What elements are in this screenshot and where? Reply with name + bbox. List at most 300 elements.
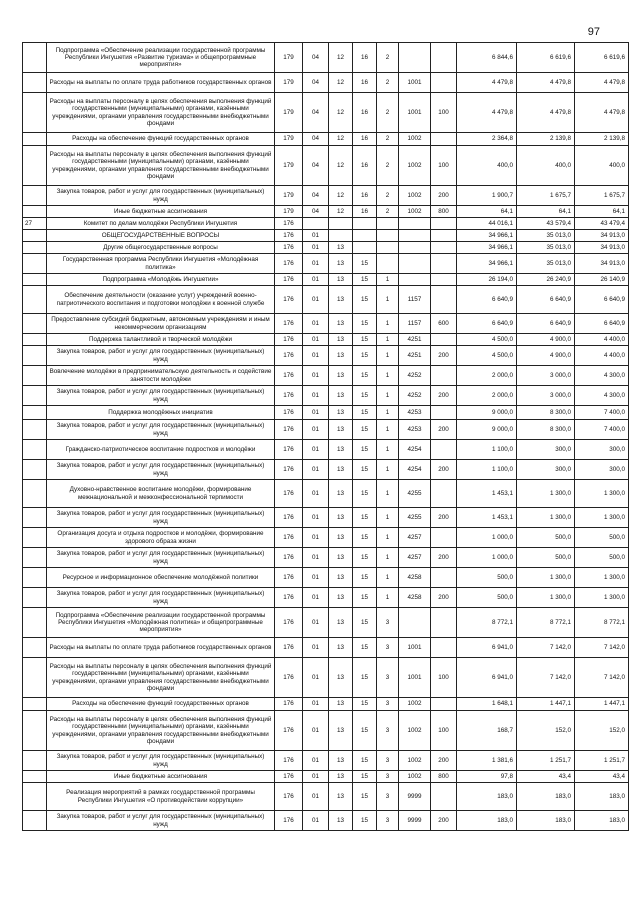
cell-cs2: 3: [377, 608, 399, 638]
cell-ved: 176: [275, 420, 303, 440]
cell-cs2: 1: [377, 286, 399, 314]
cell-name: Закупка товаров, работ и услуг для государственных (муниципальных) нужд: [47, 460, 275, 480]
table-row: [23, 386, 629, 406]
cell-vr: 200: [431, 386, 457, 406]
table-row: [23, 242, 629, 254]
table-row: [23, 528, 629, 548]
cell-v2: 2 139,8: [517, 133, 575, 146]
cell-vr: [431, 406, 457, 420]
cell-cs2: 1: [377, 460, 399, 480]
cell-ved: 176: [275, 242, 303, 254]
cell-v3: 4 400,0: [575, 334, 629, 346]
cell-cs3: 4257: [399, 548, 431, 568]
cell-cs3: 1001: [399, 658, 431, 698]
cell-name: Расходы на выплаты по оплате труда работников государственных органов: [47, 638, 275, 658]
table-row: [23, 286, 629, 314]
cell-v1: 2 364,8: [457, 133, 517, 146]
table-row: [23, 638, 629, 658]
cell-cs1: [353, 242, 377, 254]
cell-n: [23, 286, 47, 314]
cell-v1: 1 453,1: [457, 508, 517, 528]
cell-ved: 176: [275, 406, 303, 420]
cell-rz: 01: [303, 314, 329, 334]
cell-rz: 01: [303, 508, 329, 528]
cell-cs3: 4251: [399, 334, 431, 346]
cell-v2: 7 142,0: [517, 638, 575, 658]
cell-v2: 1 675,7: [517, 186, 575, 206]
cell-cs3: 4257: [399, 528, 431, 548]
cell-name: Расходы на выплаты персоналу в целях обеспечения выполнения функций государственными (муниципальными) органами, казёнными учреждениями, органами управления государственными внебюджетными фондами: [47, 711, 275, 751]
cell-cs3: 1002: [399, 698, 431, 711]
cell-pr: 13: [329, 254, 353, 274]
cell-v1: 400,0: [457, 146, 517, 186]
cell-vr: [431, 783, 457, 811]
cell-vr: [431, 608, 457, 638]
cell-ved: 176: [275, 230, 303, 242]
cell-cs3: 4252: [399, 366, 431, 386]
cell-v1: 1 381,6: [457, 751, 517, 771]
table-row: [23, 43, 629, 73]
cell-rz: 01: [303, 608, 329, 638]
table-row: [23, 334, 629, 346]
cell-v1: 1 648,1: [457, 698, 517, 711]
cell-pr: 13: [329, 588, 353, 608]
cell-cs2: 1: [377, 588, 399, 608]
cell-v3: 4 479,8: [575, 93, 629, 133]
cell-ved: 176: [275, 314, 303, 334]
cell-ved: 179: [275, 43, 303, 73]
cell-cs2: 2: [377, 93, 399, 133]
cell-v2: 8 772,1: [517, 608, 575, 638]
cell-cs3: [399, 274, 431, 286]
cell-v2: 183,0: [517, 811, 575, 831]
cell-cs1: 15: [353, 366, 377, 386]
cell-ved: 176: [275, 366, 303, 386]
cell-v3: 1 251,7: [575, 751, 629, 771]
cell-cs1: [353, 218, 377, 230]
cell-v2: 300,0: [517, 440, 575, 460]
cell-v1: 4 479,8: [457, 73, 517, 93]
cell-vr: [431, 254, 457, 274]
cell-pr: 13: [329, 314, 353, 334]
cell-cs1: 15: [353, 440, 377, 460]
cell-rz: 04: [303, 186, 329, 206]
cell-cs1: 15: [353, 386, 377, 406]
table-row: [23, 206, 629, 218]
cell-ved: 176: [275, 386, 303, 406]
cell-cs3: [399, 254, 431, 274]
cell-v1: 500,0: [457, 568, 517, 588]
cell-pr: 12: [329, 146, 353, 186]
cell-v3: 500,0: [575, 528, 629, 548]
cell-pr: 12: [329, 93, 353, 133]
cell-vr: 200: [431, 460, 457, 480]
cell-rz: 01: [303, 711, 329, 751]
cell-n: [23, 73, 47, 93]
cell-v3: 34 913,0: [575, 254, 629, 274]
cell-rz: 01: [303, 771, 329, 783]
table-row: [23, 480, 629, 508]
cell-n: [23, 588, 47, 608]
cell-v3: 7 142,0: [575, 638, 629, 658]
cell-name: Реализация мероприятий в рамках государственной программы Республики Ингушетия «О противодействии коррупции»: [47, 783, 275, 811]
cell-ved: 176: [275, 548, 303, 568]
cell-vr: 200: [431, 811, 457, 831]
table-row: [23, 658, 629, 698]
cell-v2: 4 479,8: [517, 93, 575, 133]
cell-pr: 13: [329, 406, 353, 420]
cell-rz: [303, 218, 329, 230]
cell-cs2: [377, 218, 399, 230]
cell-v3: 64,1: [575, 206, 629, 218]
cell-n: 27: [23, 218, 47, 230]
cell-n: [23, 242, 47, 254]
cell-vr: 600: [431, 314, 457, 334]
cell-v3: 1 300,0: [575, 480, 629, 508]
cell-v1: 8 772,1: [457, 608, 517, 638]
cell-v3: 1 447,1: [575, 698, 629, 711]
cell-n: [23, 711, 47, 751]
cell-ved: 176: [275, 588, 303, 608]
cell-v1: 6 941,0: [457, 658, 517, 698]
cell-cs2: 1: [377, 548, 399, 568]
cell-pr: 13: [329, 698, 353, 711]
cell-pr: 13: [329, 440, 353, 460]
cell-name: Закупка товаров, работ и услуг для государственных (муниципальных) нужд: [47, 508, 275, 528]
cell-v1: 26 194,0: [457, 274, 517, 286]
cell-v2: 1 300,0: [517, 480, 575, 508]
cell-v1: 97,8: [457, 771, 517, 783]
cell-vr: [431, 638, 457, 658]
table-row: [23, 366, 629, 386]
cell-cs3: 1002: [399, 206, 431, 218]
cell-vr: 800: [431, 771, 457, 783]
cell-v2: 500,0: [517, 528, 575, 548]
cell-cs1: 15: [353, 254, 377, 274]
cell-v2: 3 000,0: [517, 386, 575, 406]
cell-ved: 176: [275, 334, 303, 346]
cell-v1: 2 000,0: [457, 386, 517, 406]
cell-n: [23, 254, 47, 274]
cell-cs2: 2: [377, 43, 399, 73]
table-row: [23, 508, 629, 528]
cell-v3: 4 479,8: [575, 73, 629, 93]
cell-v2: 1 447,1: [517, 698, 575, 711]
cell-vr: [431, 218, 457, 230]
cell-vr: [431, 286, 457, 314]
cell-n: [23, 133, 47, 146]
cell-rz: 01: [303, 286, 329, 314]
cell-rz: 01: [303, 783, 329, 811]
cell-pr: 13: [329, 658, 353, 698]
cell-vr: 200: [431, 548, 457, 568]
cell-cs3: 9999: [399, 811, 431, 831]
cell-v1: 34 966,1: [457, 230, 517, 242]
cell-cs1: 15: [353, 460, 377, 480]
cell-name: Гражданско-патриотическое воспитание подростков и молодёжи: [47, 440, 275, 460]
table-row: [23, 133, 629, 146]
cell-rz: 01: [303, 386, 329, 406]
cell-cs3: 1157: [399, 314, 431, 334]
cell-ved: 176: [275, 460, 303, 480]
table-row: [23, 771, 629, 783]
cell-cs1: 15: [353, 346, 377, 366]
cell-vr: [431, 133, 457, 146]
cell-v1: 6 844,6: [457, 43, 517, 73]
cell-cs1: 15: [353, 751, 377, 771]
cell-v1: 1 100,0: [457, 440, 517, 460]
cell-cs2: [377, 242, 399, 254]
cell-v3: 2 139,8: [575, 133, 629, 146]
cell-v2: 6 640,9: [517, 286, 575, 314]
cell-name: Расходы на обеспечение функций государственных органов: [47, 698, 275, 711]
cell-name: Ресурсное и информационное обеспечение молодёжной политики: [47, 568, 275, 588]
cell-v3: 500,0: [575, 548, 629, 568]
cell-vr: 100: [431, 711, 457, 751]
cell-n: [23, 346, 47, 366]
cell-vr: [431, 440, 457, 460]
table-row: [23, 588, 629, 608]
cell-v3: 6 640,9: [575, 286, 629, 314]
cell-pr: 13: [329, 242, 353, 254]
cell-cs1: 15: [353, 528, 377, 548]
cell-cs2: 1: [377, 528, 399, 548]
budget-table: [22, 42, 629, 831]
cell-rz: 04: [303, 43, 329, 73]
cell-v3: 4 300,0: [575, 366, 629, 386]
cell-n: [23, 386, 47, 406]
cell-rz: 01: [303, 568, 329, 588]
cell-v3: 400,0: [575, 146, 629, 186]
cell-ved: 176: [275, 274, 303, 286]
table-row: [23, 568, 629, 588]
cell-n: [23, 568, 47, 588]
cell-n: [23, 548, 47, 568]
cell-cs1: 15: [353, 783, 377, 811]
cell-v3: 300,0: [575, 440, 629, 460]
cell-pr: 13: [329, 638, 353, 658]
cell-ved: 176: [275, 771, 303, 783]
cell-ved: 176: [275, 254, 303, 274]
cell-name: Расходы на выплаты персоналу в целях обеспечения выполнения функций государственными (муниципальными) органами, казёнными учреждениями, органами управления государственными внебюджетными фондами: [47, 146, 275, 186]
table-row: [23, 254, 629, 274]
cell-vr: [431, 274, 457, 286]
cell-name: Расходы на выплаты персоналу в целях обеспечения выполнения функций государственными (муниципальными) органами, казёнными учреждениями, органами управления государственными внебюджетными фондами: [47, 658, 275, 698]
cell-cs3: 4255: [399, 508, 431, 528]
cell-n: [23, 608, 47, 638]
cell-pr: 13: [329, 711, 353, 751]
cell-cs2: 3: [377, 811, 399, 831]
cell-cs2: 3: [377, 751, 399, 771]
cell-v2: 1 300,0: [517, 508, 575, 528]
cell-rz: 01: [303, 254, 329, 274]
cell-n: [23, 480, 47, 508]
cell-cs2: 1: [377, 386, 399, 406]
table-row: [23, 783, 629, 811]
cell-pr: 12: [329, 43, 353, 73]
cell-n: [23, 460, 47, 480]
cell-cs1: 15: [353, 480, 377, 508]
cell-cs1: 15: [353, 406, 377, 420]
cell-v2: 8 300,0: [517, 420, 575, 440]
cell-rz: 01: [303, 751, 329, 771]
cell-vr: 200: [431, 508, 457, 528]
cell-cs1: 15: [353, 811, 377, 831]
cell-rz: 04: [303, 73, 329, 93]
cell-vr: 100: [431, 658, 457, 698]
cell-cs2: 1: [377, 420, 399, 440]
cell-cs1: 15: [353, 608, 377, 638]
cell-v2: 4 900,0: [517, 346, 575, 366]
cell-v1: 6 941,0: [457, 638, 517, 658]
cell-ved: 179: [275, 73, 303, 93]
cell-pr: 12: [329, 206, 353, 218]
cell-ved: 176: [275, 751, 303, 771]
cell-v2: 152,0: [517, 711, 575, 751]
cell-v3: 34 913,0: [575, 230, 629, 242]
cell-cs2: 1: [377, 568, 399, 588]
cell-name: Организация досуга и отдыха подростков и молодёжи, формирование здорового образа жизни: [47, 528, 275, 548]
cell-n: [23, 186, 47, 206]
cell-name: Закупка товаров, работ и услуг для государственных (муниципальных) нужд: [47, 588, 275, 608]
cell-name: Расходы на обеспечение функций государственных органов: [47, 133, 275, 146]
cell-pr: 13: [329, 568, 353, 588]
cell-cs2: 2: [377, 133, 399, 146]
cell-cs1: 16: [353, 73, 377, 93]
cell-name: Вовлечение молодёжи в предпринимательскую деятельность и содействие занятости молодёжи: [47, 366, 275, 386]
cell-vr: [431, 43, 457, 73]
cell-cs2: 2: [377, 146, 399, 186]
cell-rz: 04: [303, 93, 329, 133]
cell-n: [23, 638, 47, 658]
cell-rz: 01: [303, 528, 329, 548]
table-row: [23, 811, 629, 831]
cell-v2: 6 619,6: [517, 43, 575, 73]
cell-name: Подпрограмма «Молодёжь Ингушетии»: [47, 274, 275, 286]
cell-cs2: [377, 230, 399, 242]
cell-v1: 168,7: [457, 711, 517, 751]
cell-pr: [329, 230, 353, 242]
cell-pr: 13: [329, 783, 353, 811]
cell-cs2: 1: [377, 314, 399, 334]
cell-cs3: 4258: [399, 588, 431, 608]
cell-name: Иные бюджетные ассигнования: [47, 206, 275, 218]
cell-ved: 176: [275, 638, 303, 658]
cell-cs1: 16: [353, 133, 377, 146]
cell-v3: 152,0: [575, 711, 629, 751]
cell-cs2: [377, 254, 399, 274]
cell-n: [23, 420, 47, 440]
cell-cs1: 15: [353, 548, 377, 568]
cell-v2: 400,0: [517, 146, 575, 186]
cell-vr: [431, 698, 457, 711]
cell-v1: 1 000,0: [457, 528, 517, 548]
cell-v2: 35 013,0: [517, 230, 575, 242]
cell-rz: 01: [303, 366, 329, 386]
cell-name: Подпрограмма «Обеспечение реализации государственной программы Республики Ингушетия «Молодёжная политика» и общепрограммные мероприятия»: [47, 608, 275, 638]
cell-cs1: 16: [353, 206, 377, 218]
cell-v3: 43 479,4: [575, 218, 629, 230]
cell-cs3: 1001: [399, 73, 431, 93]
cell-vr: 800: [431, 206, 457, 218]
cell-n: [23, 334, 47, 346]
cell-name: Закупка товаров, работ и услуг для государственных (муниципальных) нужд: [47, 346, 275, 366]
cell-ved: 176: [275, 286, 303, 314]
cell-pr: 13: [329, 608, 353, 638]
cell-ved: 176: [275, 658, 303, 698]
cell-cs1: 15: [353, 658, 377, 698]
cell-cs1: 16: [353, 93, 377, 133]
cell-v1: 1 900,7: [457, 186, 517, 206]
cell-v2: 43,4: [517, 771, 575, 783]
cell-name: Закупка товаров, работ и услуг для государственных (муниципальных) нужд: [47, 751, 275, 771]
cell-pr: 13: [329, 480, 353, 508]
cell-v3: 1 675,7: [575, 186, 629, 206]
cell-rz: 01: [303, 480, 329, 508]
cell-name: Другие общегосударственные вопросы: [47, 242, 275, 254]
cell-ved: 176: [275, 480, 303, 508]
cell-v1: 4 479,8: [457, 93, 517, 133]
cell-v2: 1 300,0: [517, 568, 575, 588]
cell-name: Расходы на выплаты персоналу в целях обеспечения выполнения функций государственными (муниципальными) органами, казёнными учреждениями, органами управления государственными внебюджетными фондами: [47, 93, 275, 133]
cell-n: [23, 811, 47, 831]
cell-pr: 13: [329, 420, 353, 440]
cell-ved: 176: [275, 508, 303, 528]
table-row: [23, 698, 629, 711]
cell-n: [23, 406, 47, 420]
cell-v1: 1 000,0: [457, 548, 517, 568]
cell-ved: 176: [275, 811, 303, 831]
cell-v2: 64,1: [517, 206, 575, 218]
cell-ved: 176: [275, 346, 303, 366]
cell-cs3: [399, 218, 431, 230]
cell-name: Поддержка молодёжных инициатив: [47, 406, 275, 420]
cell-v2: 35 013,0: [517, 242, 575, 254]
cell-vr: [431, 568, 457, 588]
cell-cs1: 15: [353, 420, 377, 440]
cell-v3: 6 619,6: [575, 43, 629, 73]
cell-cs2: 1: [377, 440, 399, 460]
cell-vr: [431, 334, 457, 346]
cell-pr: 13: [329, 346, 353, 366]
cell-name: Закупка товаров, работ и услуг для государственных (муниципальных) нужд: [47, 420, 275, 440]
table-row: [23, 711, 629, 751]
cell-v3: 1 300,0: [575, 568, 629, 588]
cell-cs1: 15: [353, 286, 377, 314]
cell-v1: 500,0: [457, 588, 517, 608]
cell-ved: 176: [275, 711, 303, 751]
cell-cs1: 15: [353, 638, 377, 658]
cell-cs3: 1001: [399, 638, 431, 658]
cell-vr: 200: [431, 588, 457, 608]
cell-vr: 200: [431, 346, 457, 366]
cell-v3: 7 400,0: [575, 406, 629, 420]
cell-n: [23, 206, 47, 218]
cell-v3: 183,0: [575, 783, 629, 811]
cell-n: [23, 274, 47, 286]
table-row: [23, 146, 629, 186]
cell-v3: 34 913,0: [575, 242, 629, 254]
cell-v3: 1 300,0: [575, 588, 629, 608]
cell-v2: 43 579,4: [517, 218, 575, 230]
cell-cs3: 1002: [399, 146, 431, 186]
table-row: [23, 346, 629, 366]
cell-name: Духовно-нравственное воспитание молодёжи, формирование межнациональной и межконфессиональной терпимости: [47, 480, 275, 508]
cell-cs3: [399, 43, 431, 73]
cell-cs2: 3: [377, 771, 399, 783]
cell-rz: 01: [303, 420, 329, 440]
cell-cs3: 4251: [399, 346, 431, 366]
